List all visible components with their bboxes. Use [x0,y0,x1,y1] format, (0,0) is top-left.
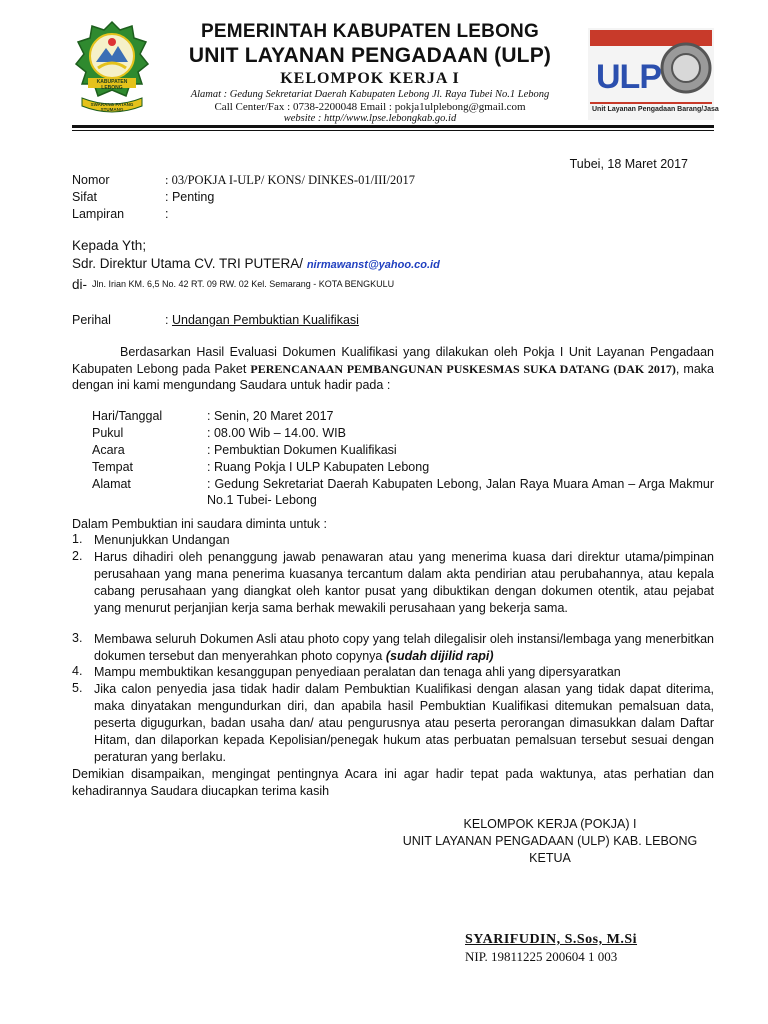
schedule-label: Acara [92,443,125,457]
website-line: website : http//www.lpse.lebongkab.go.id [283,113,457,124]
meta-value-lampiran: : [165,207,169,221]
subject-colon: : [165,313,169,327]
recipient-greeting: Kepada Yth; [72,238,147,253]
list-item: Menunjukkan Undangan [94,533,230,547]
subject-label: Perihal [72,313,111,327]
recipient-di-label: di- [72,277,88,292]
signatory-nip: NIP. 19811225 200604 1 003 [465,949,618,964]
recipient-name: Sdr. Direktur Utama CV. TRI PUTERA/ [72,256,304,271]
signature-org-1: KELOMPOK KERJA (POKJA) I [463,817,637,831]
meta-label-lampiran: Lampiran [72,207,125,221]
list-number: 5. [72,681,83,695]
list-item-text: Membawa seluruh Dokumen Asli atau photo copy yang telah dilegalisir oleh instansi/lembaga yang menerbitkan dokumen tersebut dan menyerahkan photo copynya [94,632,714,663]
list-item: Harus dihadiri oleh penanggung jawab penawaran atau yang menerima kuasa dari direktur utama/pimpinan perusahaan yang mana penerima kuasanya tercantum dalam akta pendirian atau perubahannya, atau kepala cabang perusahaan yang diangkat oleh kantor pusat yang dibuktikan dengan dokumen otentik, atau pejabat yang menurut perjanjian kerja sama berhak mewakili perusahaan yang bekerja sama. [94,550,714,615]
meta-label-sifat: Sifat [72,190,98,204]
logo-caption: KABUPATEN LEBONG [96,79,128,91]
intro-package-name: PERENCANAAN PEMBANGUNAN PUSKESMAS SUKA DATANG (DAK 2017) [250,361,676,376]
meta-label-nomor: Nomor [72,173,110,187]
schedule-value: : Pembuktian Dokumen Kualifikasi [207,443,397,457]
meta-value-sifat: : Penting [165,190,215,204]
list-number: 3. [72,631,83,645]
recipient-email[interactable]: nirmawanst@yahoo.co.id [306,259,440,271]
list-number: 4. [72,664,83,678]
list-item: Jika calon penyedia jasa tidak hadir dalam Pembuktian Kualifikasi dengan alasan yang tidak dapat diterima, maka dinyatakan mengundurkan diri, dan apabila hasil Pembuktian Kualifikasi ditemukan pemalsuan data, peserta digugurkan, badan usaha dan/ atau pengurusnya atau peserta perorangan dimasukkan dalam Daftar Hitam, dan dilaporkan kepada Kepolisian/penegak hukum atas perbuatan pemalsuan tersebut sesuai dengan peraturan yang berlaku. [94,682,714,764]
intro-paragraph [72,344,714,394]
ulp-logo [588,28,719,120]
signature-title: KETUA [529,851,571,865]
subject-value: Undangan Pembuktian Kualifikasi [172,313,359,327]
recipient-address: Jln. Irian KM. 6,5 No. 42 RT. 09 RW. 02 Kel. Semarang - KOTA BENGKULU [92,279,395,289]
schedule-value: : 08.00 Wib – 14.00. WIB [207,426,346,440]
ulp-acronym: ULP [596,58,661,96]
schedule-label: Hari/Tanggal [92,409,163,423]
header-rule-thick [72,125,714,128]
logo-motto: SWARANG PATANG STUMANG [90,102,134,112]
letter-date: Tubei, 18 Maret 2017 [569,157,688,171]
kabupaten-lebong-logo [72,18,152,118]
schedule-value: : Senin, 20 Maret 2017 [207,409,334,423]
requirements-intro: Dalam Pembuktian ini saudara diminta untuk : [72,517,327,531]
schedule-label: Pukul [92,426,124,440]
unit-title: UNIT LAYANAN PENGADAAN (ULP) [188,44,552,67]
intro-text-2: , maka dengan ini kami mengundang Saudara untuk hadir pada : [72,361,714,392]
list-number: 2. [72,549,83,563]
ulp-caption: Unit Layanan Pengadaan Barang/Jasa [592,106,719,113]
list-item [94,631,714,665]
meta-value-nomor: : 03/POKJA I-ULP/ KONS/ DINKES-01/III/2017 [165,173,415,187]
schedule-value: : Ruang Pokja I ULP Kabupaten Lebong [207,460,430,474]
working-group-title: KELOMPOK KERJA I [280,70,460,87]
recipient-name-line [72,256,440,271]
signatory-name: SYARIFUDIN, S.Sos, M.Si [465,932,638,947]
signature-org-2: UNIT LAYANAN PENGADAAN (ULP) KAB. LEBONG [402,834,698,848]
government-title: PEMERINTAH KABUPATEN LEBONG [201,21,539,42]
closing-paragraph: Demikian disampaikan, mengingat pentingnya Acara ini agar hadir tepat pada waktunya, atas perhatian dan kehadirannya Saudara diucapkan terima kasih [72,767,714,798]
contact-line: Call Center/Fax : 0738-2200048 Email : pokja1ulplebong@gmail.com [214,101,526,113]
schedule-label: Alamat [92,477,131,491]
list-number: 1. [72,532,83,546]
schedule-value: : Gedung Sekretariat Daerah Kabupaten Lebong, Jalan Raya Muara Aman – Arga Makmur No.1 Tubei- Lebong [207,477,714,507]
list-item: Mampu membuktikan kesanggupan penyediaan peralatan dan tenaga ahli yang dipersyaratkan [94,665,621,679]
office-address: Alamat : Gedung Sekretariat Daerah Kabupaten Lebong Jl. Raya Tubei No.1 Lebong [190,89,550,100]
schedule-label: Tempat [92,460,133,474]
list-item-emphasis: (sudah dijilid rapi) [385,649,494,663]
intro-text-1: Berdasarkan Hasil Evaluasi Dokumen Kualifikasi yang dilakukan oleh Pokja I Unit Layanan Pengadaan Kabupaten Lebong pada Paket [72,345,714,376]
header-rule-thin [72,130,714,131]
